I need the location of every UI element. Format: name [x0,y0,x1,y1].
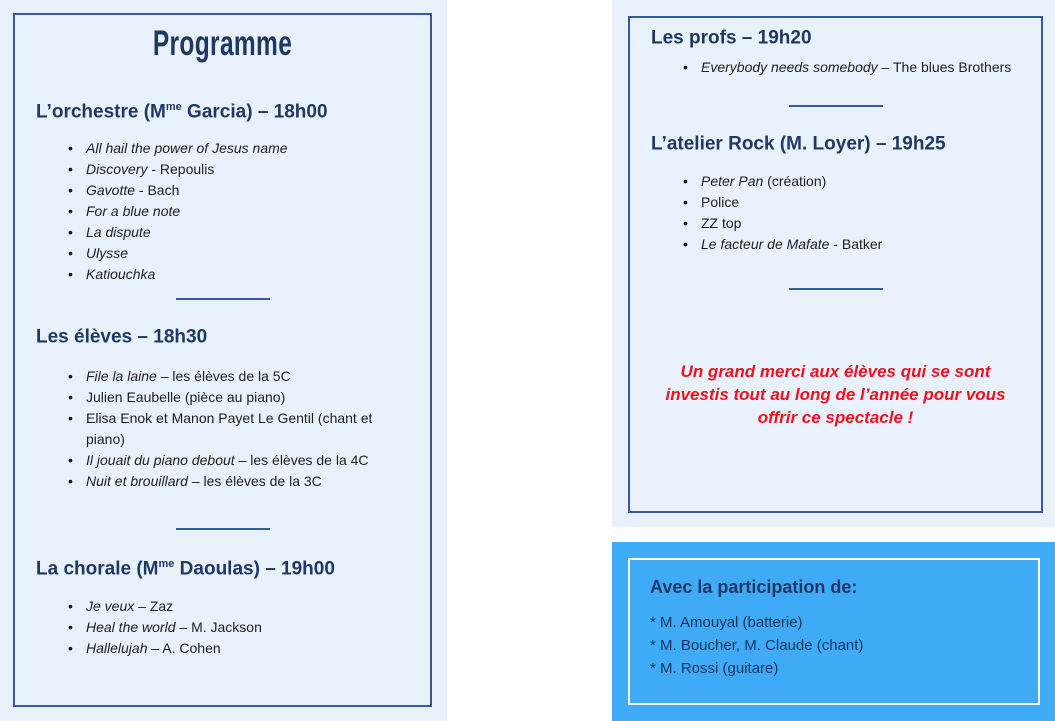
list-item [86,222,404,243]
eleves-song-list [15,366,430,492]
song-title: Je veux [86,597,135,614]
song-detail: – les élèves de la 4C [234,451,369,468]
heading-text: L’orchestre (M [36,101,166,123]
list-item [701,192,1015,213]
song-detail: – Zaz [134,597,174,614]
list-item [86,366,404,387]
song-detail: Police [701,193,740,210]
song-title: Everybody needs somebody [701,59,878,76]
song-detail: - Repoulis [147,161,215,178]
profs-song-list [630,57,1041,78]
song-detail: Elisa Enok et Manon Payet Le Gentil (chant et piano) [86,409,373,447]
song-title: Nuit et brouillard [86,472,188,489]
list-item [650,657,1038,680]
section-profs [630,27,1041,78]
participation-inner-frame [628,558,1040,705]
song-title: Ulysse [86,245,129,262]
right-page [612,0,1055,527]
atelier-rock-song-list [630,171,1041,255]
thanks-note: Un grand merci aux élèves qui se sont investis tout au long de l’année pour vous offrir ce spectacle ! [665,361,1006,427]
orchestre-song-list [15,138,430,285]
song-detail: Julien Eaubelle (pièce au piano) [86,388,286,405]
heading-superscript: me [158,557,175,570]
song-detail: * M. Amouyal (batterie) [650,614,803,631]
page-title-text: Programme [152,24,293,63]
list-item [86,596,404,617]
chorale-song-list [15,596,430,659]
page-title [15,24,430,64]
list-item [86,138,404,159]
song-detail: * M. Rossi (guitare) [650,660,779,677]
section-heading-orchestre [15,101,430,123]
list-item [86,180,404,201]
list-item [86,387,404,408]
song-detail: ZZ top [701,214,742,231]
song-detail: – les élèves de la 5C [156,367,291,384]
section-heading-atelier-rock [630,133,1041,155]
list-item [650,611,1038,634]
list-item [86,159,404,180]
section-heading-chorale [15,558,430,580]
section-heading-profs [630,27,1041,49]
list-item [86,638,404,659]
heading-text: Les élèves – 18h30 [36,326,208,348]
list-item [701,57,1015,78]
heading-text: L’atelier Rock (M. Loyer) – 19h25 [651,133,946,155]
participation-list [650,611,1038,680]
section-orchestre [15,101,430,285]
song-detail: * M. Boucher, M. Claude (chant) [650,637,864,654]
heading-text: Garcia) – 18h00 [181,101,328,123]
participation-box [612,542,1055,721]
list-item [86,450,404,471]
heading-text: La chorale (M [36,557,159,579]
list-item [701,213,1015,234]
song-detail: – A. Cohen [147,639,221,656]
song-title: All hail the power of Jesus name [86,140,288,157]
song-detail: - Batker [829,235,883,252]
list-item [701,234,1015,255]
participation-heading: Avec la participation de: [650,577,858,597]
song-title: Katiouchka [86,266,156,283]
list-item [86,264,404,285]
song-title: Le facteur de Mafate [701,235,830,252]
list-item [86,408,404,450]
left-page [0,0,447,721]
song-title: Gavotte [86,182,136,199]
list-item [86,243,404,264]
section-chorale [15,558,430,659]
programme-panel-2 [628,16,1043,513]
song-title: Peter Pan [701,172,764,189]
heading-text: Daoulas) – 19h00 [174,557,335,579]
song-title: Discovery [86,161,148,178]
song-title: Heal the world [86,618,176,635]
section-divider [789,288,883,290]
song-title: File la laine [86,367,157,384]
section-divider [176,298,270,300]
list-item [86,471,404,492]
song-detail: (création) [763,172,827,189]
section-divider [789,105,883,107]
list-item [701,171,1015,192]
song-detail: - Bach [135,182,180,199]
programme-panel [13,13,432,707]
song-title: Il jouait du piano debout [86,451,235,468]
list-item [86,201,404,222]
section-eleves [15,326,430,491]
section-atelier-rock [630,133,1041,254]
section-heading-eleves [15,326,430,348]
song-title: Hallelujah [86,639,148,656]
list-item [86,617,404,638]
song-detail: – M. Jackson [175,618,262,635]
song-title: For a blue note [86,203,181,220]
song-detail: – The blues Brothers [877,59,1012,76]
heading-superscript: me [165,101,182,113]
list-item [650,634,1038,657]
heading-text: Les profs – 19h20 [651,27,812,49]
song-title: La dispute [86,224,151,241]
song-detail: – les élèves de la 3C [187,472,322,489]
section-divider [176,528,270,530]
